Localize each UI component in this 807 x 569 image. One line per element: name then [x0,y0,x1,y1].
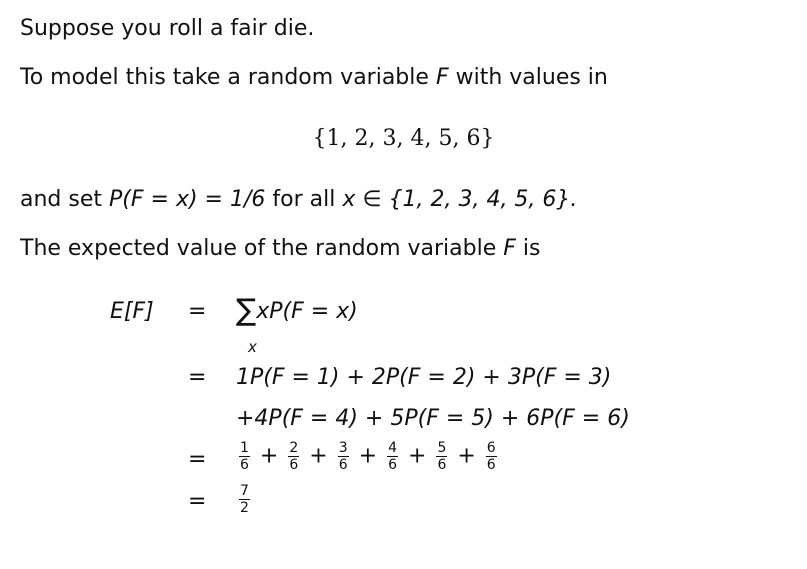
result-fraction [239,484,250,515]
sum-index: x [248,338,257,356]
intro-line-1 [20,18,314,40]
plus-sign: + [408,443,427,469]
plus-sign: + [358,443,378,469]
intro-line-3 [20,189,577,211]
probability-expression: P(F = x) = 1/6 [109,187,266,212]
plus-sign: + [457,443,476,469]
fraction-2-den: 6 [289,457,299,474]
fraction-4 [387,441,398,472]
fraction-3 [338,441,349,472]
fraction-2 [288,441,299,472]
intro-line-4 [20,238,540,260]
intro-text-3-prefix: and set [20,187,103,212]
expansion-line-2: +4P(F = 4) + 5P(F = 5) + 6P(F = 6) [236,406,630,431]
result-num: 7 [240,483,249,499]
plus-sign: + [259,443,279,469]
intro-text-4-prefix: The expected value of the random variable [20,236,497,261]
expansion-line-1: 1P(F = 1) + 2P(F = 2) + 3P(F = 3) [236,365,612,390]
fraction-sum [236,441,500,472]
value-set-text: {1, 2, 3, 4, 5, 6} [312,126,495,151]
fraction-3-den: 6 [338,457,348,474]
plus-sign: + [309,443,328,469]
variable-f-2: F [503,236,516,261]
fraction-1-num: 1 [240,440,249,456]
fraction-5-num: 5 [437,440,447,456]
variable-f: F [435,65,449,90]
intro-text-4-suffix: is [522,236,541,261]
fraction-6 [486,441,497,472]
fraction-5 [436,441,447,472]
intro-text-2-prefix: To model this take a random variable [20,65,429,90]
intro-text-2-suffix: with values in [455,65,608,90]
fraction-2-num: 2 [289,440,299,456]
fraction-4-den: 6 [388,457,397,474]
domain-condition: x ∈ {1, 2, 3, 4, 5, 6}. [342,187,578,212]
result-den: 2 [240,500,249,517]
equals-sign-1: = [188,299,207,324]
fraction-6-num: 6 [486,440,496,456]
equals-sign-3: = [188,447,207,472]
equals-sign-2: = [188,365,207,390]
fraction-1 [239,441,250,472]
intro-text-1: Suppose you roll a fair die. [20,16,315,41]
fraction-5-den: 6 [437,457,447,474]
sigma-symbol: ∑ [236,293,257,328]
value-set [0,128,807,150]
sum-expression [236,293,358,328]
result [236,484,253,515]
fraction-1-den: 6 [240,457,249,474]
intro-line-2 [20,67,608,89]
sum-term: xP(F = x) [256,299,358,324]
intro-text-3-mid: for all [272,187,336,212]
lhs-expected-value: E[F] [110,299,154,324]
fraction-3-num: 3 [338,440,348,456]
equals-sign-4: = [188,489,207,514]
fraction-4-num: 4 [388,440,397,456]
fraction-6-den: 6 [486,457,496,474]
